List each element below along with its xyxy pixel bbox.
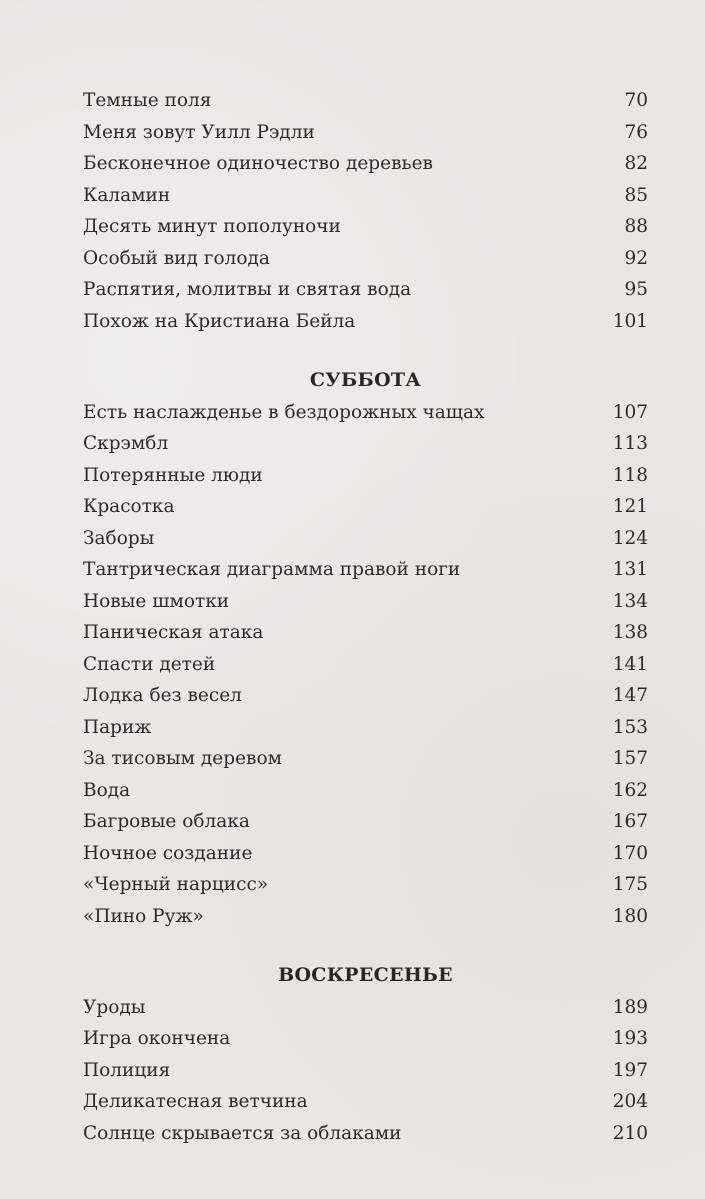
toc-entry-title: Похож на Кристиана Бейла — [83, 310, 356, 332]
toc-entry-title: Распятия, молитвы и святая вода — [83, 279, 412, 300]
toc-entry-page: 175 — [612, 874, 648, 895]
toc-entry-page: 124 — [612, 527, 648, 549]
section-heading-saturday: СУББОТА — [309, 369, 422, 391]
toc-entry-title: Скрэмбл — [83, 433, 169, 454]
toc-entry — [83, 838, 648, 870]
toc-entry-page: 153 — [612, 716, 648, 738]
toc-entry — [83, 211, 648, 243]
toc-entry-title: Деликатесная ветчина — [83, 1091, 308, 1112]
toc-entry-title: Ночное создание — [83, 842, 253, 864]
toc-entry-page: 121 — [612, 496, 648, 517]
toc-entry — [83, 397, 648, 429]
toc-entry-title: Красотка — [83, 496, 175, 517]
toc-entry — [83, 306, 648, 338]
toc-entry-title: Паническая атака — [83, 622, 264, 643]
toc-entry-page: 82 — [624, 153, 648, 174]
toc-entry-page: 107 — [612, 401, 648, 423]
toc-entry-page: 210 — [612, 1122, 648, 1144]
toc-entry-page: 180 — [612, 905, 648, 927]
toc-entry — [83, 85, 648, 117]
toc-entry-page: 162 — [612, 779, 648, 801]
toc-entry-page: 92 — [624, 247, 648, 269]
toc-entry-title: Вода — [83, 779, 131, 801]
toc-entry-title: Особый вид голода — [83, 247, 270, 269]
toc-entry-title: Меня зовут Уилл Рэдли — [83, 121, 315, 143]
toc-entry-page: 118 — [612, 464, 648, 486]
toc-section-saturday — [83, 365, 648, 932]
toc-entry-page: 197 — [612, 1059, 648, 1081]
toc-entry-title: Багровые облака — [83, 811, 250, 832]
section-heading-sunday: ВОСКРЕСЕНЬЕ — [278, 964, 453, 986]
toc-entry — [83, 617, 648, 649]
toc-entry — [83, 1023, 648, 1055]
toc-entry-title: Игра окончена — [83, 1028, 231, 1049]
toc-entry — [83, 586, 648, 618]
toc-list — [83, 85, 648, 337]
toc-entry-title: Каламин — [83, 184, 171, 206]
toc-entry-page: 113 — [612, 433, 648, 454]
toc-entry-page: 85 — [624, 184, 648, 206]
toc-entry-page: 131 — [612, 559, 648, 580]
toc-entry — [83, 491, 648, 523]
toc-entry-title: «Пино Руж» — [83, 905, 204, 927]
toc-entry-title: Заборы — [83, 527, 155, 549]
toc-entry-title: Полиция — [83, 1059, 171, 1081]
toc-entry — [83, 775, 648, 807]
toc-entry — [83, 180, 648, 212]
toc-entry-page: 70 — [624, 90, 648, 111]
toc-entry-page: 170 — [612, 842, 648, 864]
toc-entry — [83, 806, 648, 838]
toc-entry-title: Новые шмотки — [83, 590, 230, 612]
toc-entry — [83, 712, 648, 744]
toc-entry-title: За тисовым деревом — [83, 748, 282, 769]
section-spacer — [83, 337, 648, 365]
toc-entry-page: 138 — [612, 622, 648, 643]
toc-entry — [83, 148, 648, 180]
toc-entry-title: Лодка без весел — [83, 685, 242, 706]
toc-entry-title: Уроды — [83, 996, 146, 1018]
toc-entry — [83, 1086, 648, 1118]
toc-entry-page: 76 — [624, 121, 648, 143]
section-spacer — [83, 932, 648, 960]
toc-section-continued — [83, 85, 648, 337]
toc-entry — [83, 680, 648, 712]
toc-entry-title: Спасти детей — [83, 653, 216, 675]
toc-entry-page: 141 — [612, 653, 648, 675]
toc-section-sunday — [83, 960, 648, 1149]
toc-entry — [83, 743, 648, 775]
toc-entry — [83, 117, 648, 149]
toc-list — [83, 992, 648, 1150]
toc-entry — [83, 274, 648, 306]
toc-entry-page: 95 — [624, 279, 648, 300]
toc-entry-title: Темные поля — [83, 90, 212, 111]
toc-entry — [83, 428, 648, 460]
toc-entry — [83, 992, 648, 1024]
toc-list — [83, 397, 648, 933]
toc-entry-title: Солнце скрывается за облаками — [83, 1122, 402, 1144]
toc-entry — [83, 554, 648, 586]
toc-entry — [83, 460, 648, 492]
toc-entry-page: 193 — [612, 1028, 648, 1049]
toc-entry-title: Потерянные люди — [83, 464, 263, 486]
toc-entry-title: Париж — [83, 716, 152, 738]
toc-entry — [83, 1055, 648, 1087]
toc-entry — [83, 1118, 648, 1150]
table-of-contents — [83, 85, 648, 1149]
toc-entry-page: 189 — [612, 996, 648, 1018]
toc-entry-title: Есть наслажденье в бездорожных чащах — [83, 401, 485, 423]
toc-entry — [83, 869, 648, 901]
toc-entry-page: 157 — [612, 748, 648, 769]
toc-entry — [83, 243, 648, 275]
toc-entry-page: 134 — [612, 590, 648, 612]
toc-entry-page: 101 — [612, 310, 648, 332]
toc-entry-title: Бесконечное одиночество деревьев — [83, 153, 433, 174]
toc-entry-title: «Черный нарцисс» — [83, 874, 269, 895]
toc-entry-title: Тантрическая диаграмма правой ноги — [83, 559, 461, 580]
toc-entry-page: 204 — [612, 1091, 648, 1112]
toc-entry — [83, 649, 648, 681]
toc-entry-page: 88 — [624, 216, 648, 237]
toc-entry-page: 147 — [612, 685, 648, 706]
toc-entry-title: Десять минут пополуночи — [83, 216, 341, 237]
toc-entry — [83, 523, 648, 555]
toc-entry — [83, 901, 648, 933]
toc-entry-page: 167 — [612, 811, 648, 832]
